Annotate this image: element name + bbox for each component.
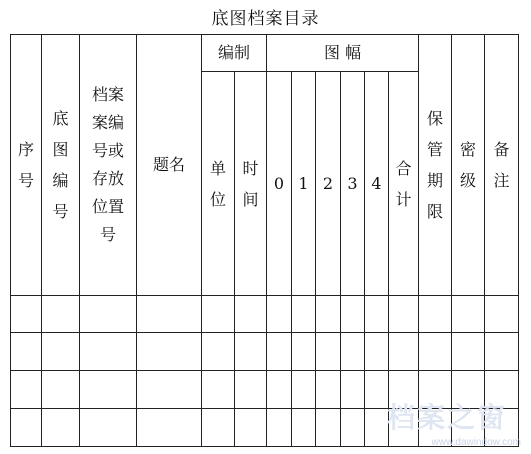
table-cell[interactable] — [267, 409, 292, 447]
table-cell[interactable] — [11, 296, 42, 333]
table-cell[interactable] — [11, 409, 42, 447]
table-cell[interactable] — [365, 333, 389, 371]
table-cell[interactable] — [202, 296, 235, 333]
table-cell[interactable] — [419, 371, 452, 409]
header-secret: 密级 — [452, 35, 485, 296]
table-cell[interactable] — [80, 333, 137, 371]
table-cell[interactable] — [235, 409, 267, 447]
table-row — [11, 371, 519, 409]
table-cell[interactable] — [389, 371, 419, 409]
header-sheet: 图 幅 — [267, 35, 419, 72]
header-row-1 — [11, 35, 519, 72]
table-cell[interactable] — [341, 371, 365, 409]
table-cell[interactable] — [267, 371, 292, 409]
table-cell[interactable] — [80, 371, 137, 409]
header-seq: 序号 — [11, 35, 42, 296]
table-cell[interactable] — [137, 409, 202, 447]
table-cell[interactable] — [341, 333, 365, 371]
watermark-logo: 档案之窗 — [386, 401, 507, 434]
table-cell[interactable] — [267, 296, 292, 333]
table-cell[interactable] — [316, 409, 341, 447]
header-sheet-2: 2 — [316, 72, 341, 296]
table-row — [11, 409, 519, 447]
table-cell[interactable] — [137, 333, 202, 371]
archive-catalog-table — [10, 34, 519, 447]
header-compile-time: 时间 — [235, 72, 267, 296]
table-cell[interactable] — [316, 296, 341, 333]
header-compile: 编制 — [202, 35, 267, 72]
table-cell[interactable] — [202, 333, 235, 371]
header-sheet-4: 4 — [365, 72, 389, 296]
table-cell[interactable] — [11, 333, 42, 371]
table-cell[interactable] — [202, 371, 235, 409]
watermark-url: www.dawindow.com — [431, 437, 521, 448]
table-row — [11, 296, 519, 333]
table-cell[interactable] — [202, 409, 235, 447]
table-cell[interactable] — [235, 296, 267, 333]
header-sheet-3: 3 — [341, 72, 365, 296]
table-cell[interactable] — [137, 296, 202, 333]
table-cell[interactable] — [365, 296, 389, 333]
header-compile-unit: 单位 — [202, 72, 235, 296]
table-cell[interactable] — [419, 409, 452, 447]
table-cell[interactable] — [292, 409, 316, 447]
table-cell[interactable] — [42, 333, 80, 371]
header-archive-no: 档案案编号或存放位置号 — [80, 35, 137, 296]
table-cell[interactable] — [80, 409, 137, 447]
table-cell[interactable] — [452, 409, 485, 447]
page-title: 底图档案目录 — [211, 9, 320, 29]
header-sheet-0: 0 — [267, 72, 292, 296]
table-cell[interactable] — [235, 333, 267, 371]
table-cell[interactable] — [485, 296, 519, 333]
table-cell[interactable] — [316, 333, 341, 371]
table-cell[interactable] — [316, 371, 341, 409]
table-cell[interactable] — [389, 296, 419, 333]
header-retention: 保管期限 — [419, 35, 452, 296]
table-cell[interactable] — [419, 296, 452, 333]
table-cell[interactable] — [452, 333, 485, 371]
table-cell[interactable] — [452, 371, 485, 409]
table-cell[interactable] — [452, 296, 485, 333]
table-cell[interactable] — [292, 371, 316, 409]
header-subject: 题名 — [137, 35, 202, 296]
header-total: 合计 — [389, 72, 419, 296]
table-cell[interactable] — [389, 333, 419, 371]
table-cell[interactable] — [235, 371, 267, 409]
table-cell[interactable] — [42, 296, 80, 333]
table-body — [11, 296, 519, 447]
table-cell[interactable] — [389, 409, 419, 447]
header-remark: 备注 — [485, 35, 519, 296]
table-cell[interactable] — [419, 333, 452, 371]
table-cell[interactable] — [485, 333, 519, 371]
table-cell[interactable] — [11, 371, 42, 409]
table-cell[interactable] — [292, 333, 316, 371]
table-cell[interactable] — [341, 296, 365, 333]
table-cell[interactable] — [42, 409, 80, 447]
table-cell[interactable] — [485, 409, 519, 447]
table-cell[interactable] — [485, 371, 519, 409]
table-row — [11, 333, 519, 371]
header-sheet-1: 1 — [292, 72, 316, 296]
table-cell[interactable] — [80, 296, 137, 333]
table-cell[interactable] — [292, 296, 316, 333]
table-cell[interactable] — [42, 371, 80, 409]
table-cell[interactable] — [341, 409, 365, 447]
table-cell[interactable] — [267, 333, 292, 371]
header-drawing-no: 底图编号 — [42, 35, 80, 296]
table-cell[interactable] — [365, 409, 389, 447]
table-cell[interactable] — [365, 371, 389, 409]
table-cell[interactable] — [137, 371, 202, 409]
